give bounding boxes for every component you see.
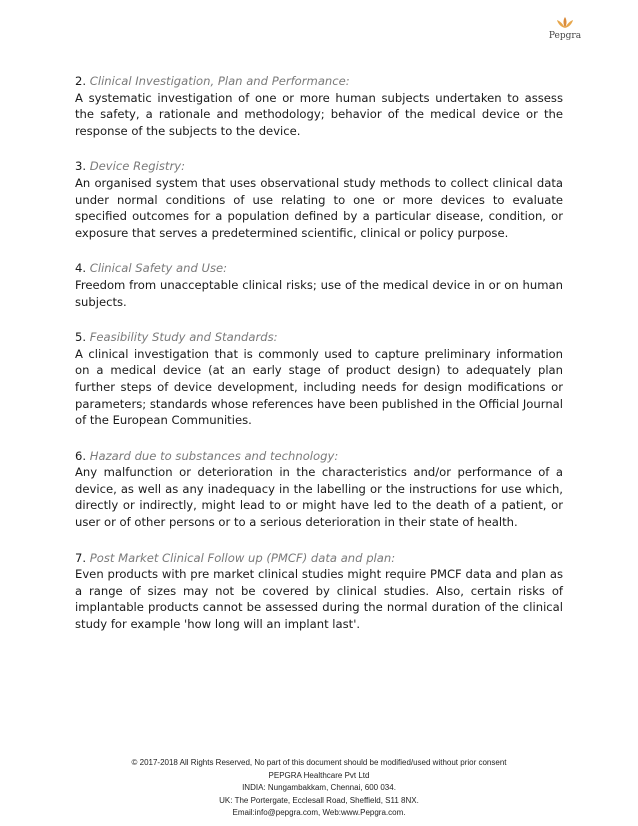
section-body: Freedom from unacceptable clinical risks; use of the medical device in or on human subjects. <box>75 277 563 309</box>
section-heading <box>75 73 563 90</box>
copyright-line: © 2017-2018 All Rights Reserved, No part of this document should be modified/used without prior consent <box>131 758 507 767</box>
section-6 <box>75 448 563 531</box>
section-heading <box>75 329 563 346</box>
section-heading <box>75 260 563 277</box>
section-3 <box>75 158 563 241</box>
section-number: 6. <box>75 448 87 463</box>
logo-text: Pepgra <box>548 31 582 41</box>
section-title: Clinical Safety and Use: <box>89 261 228 276</box>
section-number: 3. <box>75 159 87 174</box>
section-4 <box>75 260 563 310</box>
uk-address: UK: The Portergate, Ecclesall Road, Sheffield, S11 8NX. <box>219 795 419 805</box>
company-name: PEPGRA Healthcare Pvt Ltd <box>268 770 370 780</box>
section-number: 4. <box>75 261 87 276</box>
section-heading <box>75 550 563 567</box>
section-heading <box>75 448 563 465</box>
section-5 <box>75 329 563 429</box>
document-body <box>75 73 563 652</box>
section-body: Even products with pre market clinical studies might require PMCF data and plan as a range of sizes may not be covered by clinical studies. Also, certain risks of implantable products cannot be assessed during the normal duration of the clinical study for example 'how long will an implant last'. <box>75 567 563 632</box>
section-7 <box>75 550 563 633</box>
section-heading <box>75 158 563 175</box>
section-body: An organised system that uses observational study methods to collect clinical data under normal conditions of use relating to one or more devices to evaluate specified outcomes for a population defined by a particular disease, condition, or exposure that serves a predetermined scientific, clinical or policy purpose. <box>75 175 563 240</box>
pepgra-logo <box>536 16 594 46</box>
india-address: INDIA: Nungambakkam, Chennai, 600 034. <box>242 783 396 792</box>
contact-line: Email:info@pepgra.com, Web:www.Pepgra.com. <box>232 808 406 817</box>
section-title: Hazard due to substances and technology: <box>89 448 339 463</box>
section-number: 5. <box>75 330 87 345</box>
section-title: Feasibility Study and Standards: <box>89 330 278 345</box>
section-title: Post Market Clinical Follow up (PMCF) data and plan: <box>89 550 396 565</box>
section-body: Any malfunction or deterioration in the characteristics and/or performance of a device, as well as any inadequacy in the labelling or the instructions for use which, directly or indirectly, might lead to or might have led to the death of a patient, or user or of other persons or to a serious deterioration in their state of health. <box>75 465 563 530</box>
section-2 <box>75 73 563 139</box>
section-title: Device Registry: <box>89 159 185 174</box>
section-number: 7. <box>75 550 87 565</box>
section-title: Clinical Investigation, Plan and Performance: <box>89 74 350 88</box>
section-body: A systematic investigation of one or more human subjects undertaken to assess the safety, a rationale and methodology; behavior of the medical device or the response of the subjects to the device. <box>75 90 563 138</box>
section-body: A clinical investigation that is commonly used to capture preliminary information on a medical device (at an early stage of product design) to adequately plan further steps of device development, including needs for design modifications or parameters; standards whose references have been published in the Official Journal of the European Communities. <box>75 346 563 428</box>
lotus-icon <box>555 16 575 30</box>
section-number: 2. <box>75 74 87 88</box>
page-footer <box>0 757 638 820</box>
